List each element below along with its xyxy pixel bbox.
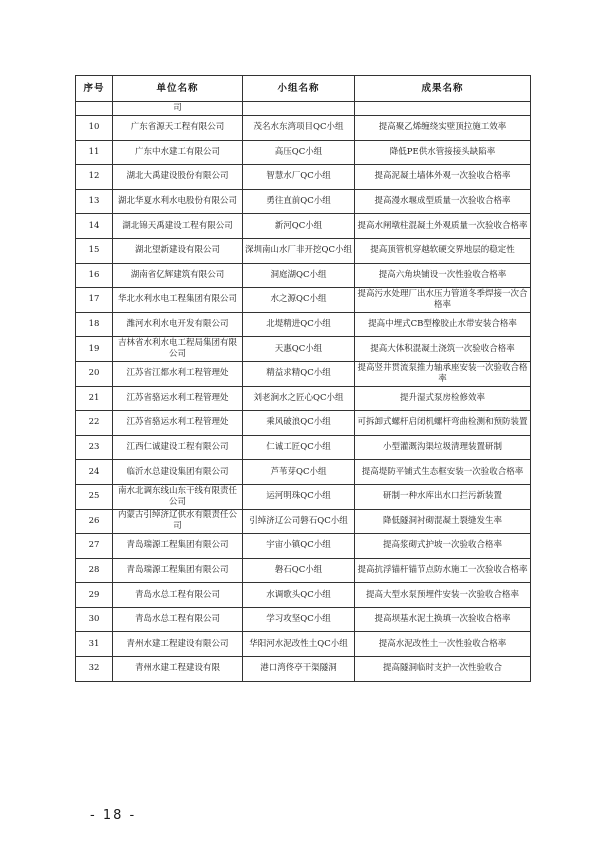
cell-group: 仁诚工匠QC小组 [243, 435, 355, 460]
table-row [76, 435, 531, 460]
cell-serial: 29 [76, 583, 113, 608]
table-row [76, 484, 531, 509]
cell-serial: 32 [76, 657, 113, 682]
cell-result: 提高坝基水泥土换填一次验收合格率 [355, 607, 531, 632]
cell-group: 学习攻坚QC小组 [243, 607, 355, 632]
cell-unit: 江西仁诚建设工程有限公司 [113, 435, 243, 460]
table-row [76, 361, 531, 386]
cell-serial: 14 [76, 214, 113, 239]
cell-serial: 23 [76, 435, 113, 460]
cell-group: 港口湾佟亭干渠隧洞 [243, 657, 355, 682]
cell-result: 提高污水处理厂出水压力管道冬季焊接一次合格率 [355, 288, 531, 313]
cell-unit: 潍河水利水电开发有限公司 [113, 312, 243, 337]
cell-unit: 江苏省江都水利工程管理处 [113, 361, 243, 386]
cell-group: 运河明珠QC小组 [243, 484, 355, 509]
results-table [75, 75, 531, 682]
table-row [76, 263, 531, 288]
cell-serial: 18 [76, 312, 113, 337]
table-header-row [76, 76, 531, 102]
cell-unit: 湖北望新建设有限公司 [113, 238, 243, 263]
cell-group: 新河QC小组 [243, 214, 355, 239]
cell-group: 智慧水厂QC小组 [243, 165, 355, 190]
cell-unit: 湖北大禹建设股份有限公司 [113, 165, 243, 190]
cell-unit: 吉林省水利水电工程局集团有限公司 [113, 337, 243, 362]
cell-serial: 31 [76, 632, 113, 657]
cell-unit: 青岛瑞源工程集团有限公司 [113, 558, 243, 583]
cell-serial [76, 102, 113, 116]
table-row [76, 657, 531, 682]
table-row [76, 534, 531, 559]
table-row [76, 411, 531, 436]
header-result-name: 成果名称 [355, 76, 531, 102]
cell-result: 降低隧洞衬砌混凝土裂缝发生率 [355, 509, 531, 534]
cell-serial: 22 [76, 411, 113, 436]
cell-unit: 江苏省骆运水利工程管理处 [113, 411, 243, 436]
cell-unit: 湖南省亿辉建筑有限公司 [113, 263, 243, 288]
cell-group: 宇宙小镇QC小组 [243, 534, 355, 559]
table-row [76, 607, 531, 632]
cell-group: 水调歌头QC小组 [243, 583, 355, 608]
cell-serial: 24 [76, 460, 113, 485]
cell-unit: 湖北华夏水利水电股份有限公司 [113, 189, 243, 214]
cell-serial: 13 [76, 189, 113, 214]
table-row [76, 583, 531, 608]
cell-serial: 12 [76, 165, 113, 190]
cell-group: 磐石QC小组 [243, 558, 355, 583]
cell-serial: 16 [76, 263, 113, 288]
cell-group [243, 102, 355, 116]
table-row [76, 312, 531, 337]
cell-result: 提升湿式泵房检修效率 [355, 386, 531, 411]
table-row [76, 116, 531, 141]
cell-unit: 临沂水总建设集团有限公司 [113, 460, 243, 485]
cell-group: 高压QC小组 [243, 140, 355, 165]
cell-unit: 南水北调东线山东干线有限责任公司 [113, 484, 243, 509]
table-row [76, 165, 531, 190]
cell-group: 水之源QC小组 [243, 288, 355, 313]
header-unit-name: 单位名称 [113, 76, 243, 102]
cell-unit: 青州水建工程建设有限 [113, 657, 243, 682]
cell-result: 降低PE供水管接接头缺陷率 [355, 140, 531, 165]
cell-result: 提高六角块铺设一次性验收合格率 [355, 263, 531, 288]
cell-result: 提高堤防平铺式生态框安装一次验收合格率 [355, 460, 531, 485]
cell-result: 提高漫水堰成型质量一次验收合格率 [355, 189, 531, 214]
table-row [76, 386, 531, 411]
cell-serial: 10 [76, 116, 113, 141]
cell-result: 提高泥凝土墙体外观一次验收合格率 [355, 165, 531, 190]
cell-serial: 11 [76, 140, 113, 165]
cell-unit: 江苏省骆运水利工程管理处 [113, 386, 243, 411]
cell-group: 引绰济辽公司磐石QC小组 [243, 509, 355, 534]
cell-result: 小型灌溉沟渠垃圾清理装置研制 [355, 435, 531, 460]
cell-result: 提高大体积混凝土浇筑一次验收合格率 [355, 337, 531, 362]
table-row [76, 238, 531, 263]
cell-result: 提高隧洞临时支护一次性验收合 [355, 657, 531, 682]
cell-serial: 21 [76, 386, 113, 411]
cell-unit: 司 [113, 102, 243, 116]
header-group-name: 小组名称 [243, 76, 355, 102]
table-row [76, 337, 531, 362]
cell-group: 洞庭湖QC小组 [243, 263, 355, 288]
cell-unit: 广东省源天工程有限公司 [113, 116, 243, 141]
cell-serial: 19 [76, 337, 113, 362]
table-row [76, 460, 531, 485]
table-row [76, 288, 531, 313]
cell-serial: 28 [76, 558, 113, 583]
cell-result: 提高抗浮锚杆锚节点防水施工一次验收合格率 [355, 558, 531, 583]
cell-serial: 20 [76, 361, 113, 386]
table-row [76, 632, 531, 657]
table-row [76, 558, 531, 583]
cell-group: 深圳南山水厂非开挖QC小组 [243, 238, 355, 263]
cell-serial: 30 [76, 607, 113, 632]
table-row [76, 214, 531, 239]
cell-result: 提高中埋式CB型橡胶止水带安装合格率 [355, 312, 531, 337]
cell-result: 提高聚乙烯缠绕实壁顶拉施工效率 [355, 116, 531, 141]
cell-result: 提高竖井贯流泵推力轴承座安装一次验收合格率 [355, 361, 531, 386]
cell-group: 勇往直前QC小组 [243, 189, 355, 214]
cell-unit: 华北水利水电工程集团有限公司 [113, 288, 243, 313]
cell-group: 天惠QC小组 [243, 337, 355, 362]
cell-result: 可拆卸式螺杆启闭机螺杆弯曲检测和预防装置 [355, 411, 531, 436]
cell-result: 提高浆砌式护坡一次验收合格率 [355, 534, 531, 559]
continuation-row [76, 102, 531, 116]
cell-group: 刘老涧水之匠心QC小组 [243, 386, 355, 411]
table-row [76, 140, 531, 165]
cell-result [355, 102, 531, 116]
cell-result: 提高顶管机穿越软硬交界地层的稳定性 [355, 238, 531, 263]
table-row [76, 189, 531, 214]
table-row [76, 509, 531, 534]
cell-group: 茂名水东湾项目QC小组 [243, 116, 355, 141]
cell-group: 精益求精QC小组 [243, 361, 355, 386]
cell-group: 华阳河水泥改性土QC小组 [243, 632, 355, 657]
cell-unit: 青岛水总工程有限公司 [113, 583, 243, 608]
cell-unit: 青岛瑞源工程集团有限公司 [113, 534, 243, 559]
cell-unit: 广东中水建工有限公司 [113, 140, 243, 165]
cell-serial: 25 [76, 484, 113, 509]
cell-group: 乘风破浪QC小组 [243, 411, 355, 436]
cell-unit: 内蒙古引绰济辽供水有限责任公司 [113, 509, 243, 534]
cell-unit: 青州水建工程建设有限公司 [113, 632, 243, 657]
cell-unit: 青岛水总工程有限公司 [113, 607, 243, 632]
cell-result: 提高水闸墩柱混凝土外观质量一次验收合格率 [355, 214, 531, 239]
cell-result: 提高水泥改性土一次性验收合格率 [355, 632, 531, 657]
cell-serial: 27 [76, 534, 113, 559]
cell-serial: 26 [76, 509, 113, 534]
cell-group: 芦苇芽QC小组 [243, 460, 355, 485]
cell-serial: 17 [76, 288, 113, 313]
cell-unit: 湖北锦天禹建设工程有限公司 [113, 214, 243, 239]
cell-result: 研制一种水库出水口拦污新装置 [355, 484, 531, 509]
header-serial: 序号 [76, 76, 113, 102]
cell-serial: 15 [76, 238, 113, 263]
cell-group: 北堤精进QC小组 [243, 312, 355, 337]
page-number: - 18 - [90, 808, 137, 823]
cell-result: 提高大型水泵预埋件安装一次验收合格率 [355, 583, 531, 608]
